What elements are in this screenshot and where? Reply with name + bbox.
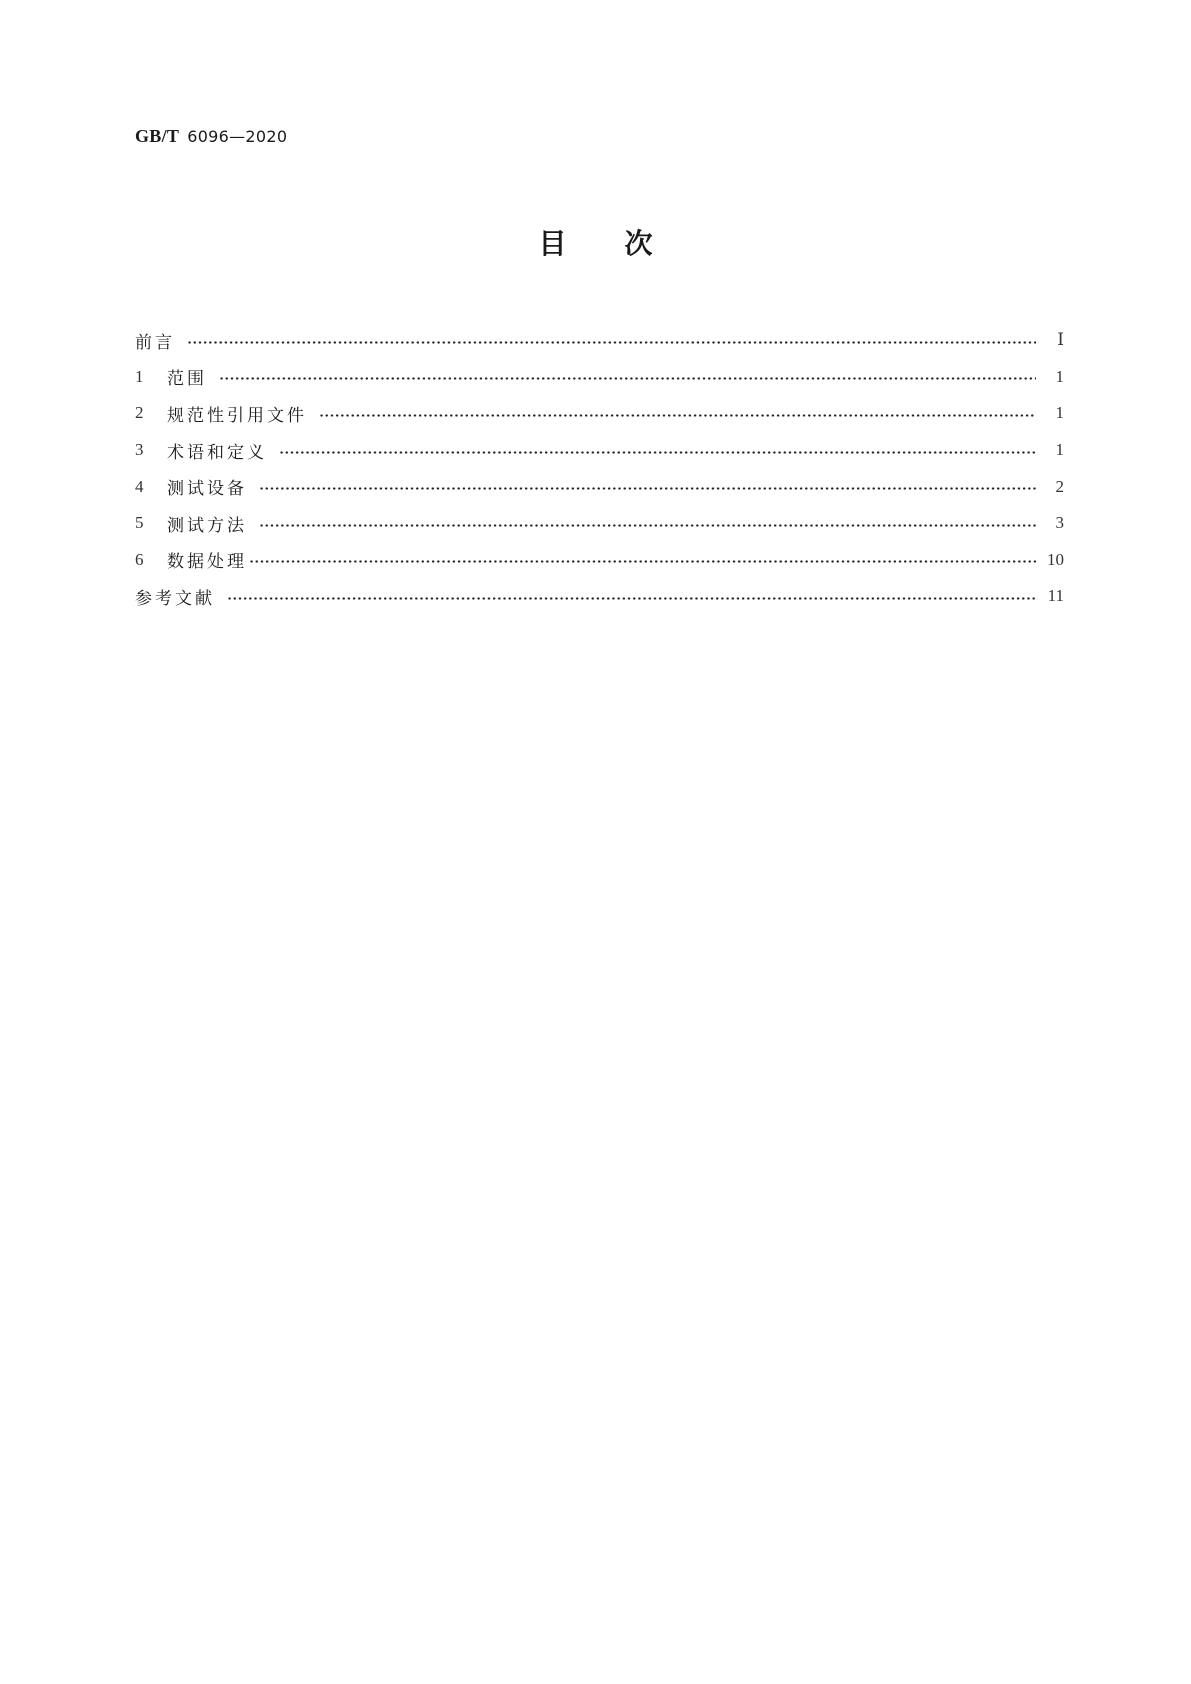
toc-item-normative-references[interactable] — [135, 395, 1064, 432]
toc-leader-dots — [187, 341, 1036, 344]
toc-item-label: 范围 — [167, 369, 207, 390]
toc-item-label: 测试设备 — [167, 479, 247, 500]
toc-item-test-equipment[interactable] — [135, 468, 1064, 505]
toc-item-page: Ⅰ — [1057, 330, 1064, 350]
table-of-contents — [135, 322, 1064, 615]
toc-item-label: 术语和定义 — [167, 442, 267, 463]
toc-item-number: 5 — [135, 513, 144, 533]
toc-leader-dots — [259, 487, 1036, 490]
standard-number: 6096—2020 — [187, 127, 288, 146]
toc-item-number: 1 — [135, 366, 144, 386]
toc-item-number: 2 — [135, 403, 144, 423]
toc-leader-dots — [259, 524, 1036, 527]
toc-item-label: 参考文献 — [135, 588, 215, 609]
toc-leader-dots — [227, 597, 1036, 600]
toc-item-page: 10 — [1047, 549, 1064, 569]
toc-leader-dots — [249, 560, 1036, 563]
toc-item-label: 测试方法 — [167, 515, 247, 536]
toc-item-label: 数据处理 — [167, 552, 247, 573]
toc-item-number: 6 — [135, 549, 144, 569]
toc-item-data-processing[interactable] — [135, 542, 1064, 579]
toc-item-page: 2 — [1055, 476, 1064, 496]
toc-item-page: 3 — [1055, 513, 1064, 533]
toc-leader-dots — [279, 451, 1036, 454]
toc-item-bibliography[interactable] — [135, 578, 1064, 615]
toc-item-foreword[interactable] — [135, 322, 1064, 359]
toc-leader-dots — [319, 414, 1036, 417]
toc-item-number: 4 — [135, 476, 144, 496]
toc-item-scope[interactable] — [135, 359, 1064, 396]
toc-item-label: 规范性引用文件 — [167, 405, 307, 426]
toc-item-page: 1 — [1055, 440, 1064, 460]
toc-item-page: 1 — [1055, 403, 1064, 423]
standard-prefix: GB/T — [135, 126, 180, 146]
toc-item-page: 1 — [1055, 366, 1064, 386]
toc-item-test-method[interactable] — [135, 505, 1064, 542]
toc-item-terms-definitions[interactable] — [135, 432, 1064, 469]
toc-item-label: 前言 — [135, 332, 175, 353]
toc-title: 目次 — [538, 227, 711, 260]
toc-item-page: 11 — [1047, 586, 1064, 606]
standard-code — [135, 126, 287, 147]
toc-leader-dots — [219, 377, 1036, 380]
toc-item-number: 3 — [135, 440, 144, 460]
